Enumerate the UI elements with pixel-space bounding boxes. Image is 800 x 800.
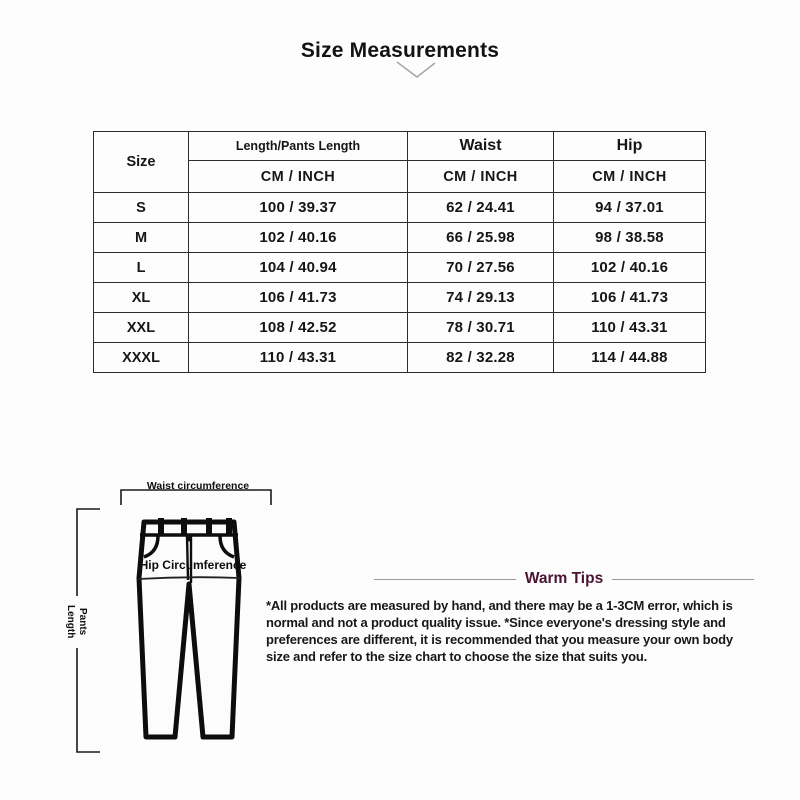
length-cell: 100 / 39.37 [189,193,408,223]
table-row [94,283,706,313]
warm-tips-text [266,598,776,666]
hip-cell: 110 / 43.31 [554,313,706,343]
hip-cell: 98 / 38.58 [554,223,706,253]
chevron-down-icon [396,61,436,80]
waist-cell: 78 / 30.71 [408,313,554,343]
tips-line: normal and not a product quality issue. *Since everyone's dressing style and [266,614,726,630]
tips-line: preferences are different, it is recommended that you measure your own body [266,631,733,647]
hip-cell: 106 / 41.73 [554,283,706,313]
column-header-waist: Waist [408,132,554,161]
warm-tips-divider [374,568,754,590]
table-row [94,253,706,283]
hip-cell: 114 / 44.88 [554,343,706,373]
pants-length-label: Pants Length [62,596,88,648]
column-header-length: Length/Pants Length [189,132,408,161]
waist-cell: 82 / 32.28 [408,343,554,373]
size-cell: M [94,223,189,253]
tips-line: *All products are measured by hand, and there may be a 1-3CM error, which is [266,598,733,613]
size-cell: L [94,253,189,283]
size-table [93,131,706,373]
length-cell: 106 / 41.73 [189,283,408,313]
column-header-size: Size [94,132,189,193]
length-cell: 110 / 43.31 [189,343,408,373]
table-row [94,313,706,343]
length-cell: 108 / 42.52 [189,313,408,343]
page-title: Size Measurements [300,39,500,62]
size-cell: XL [94,283,189,313]
waist-cell: 66 / 25.98 [408,223,554,253]
waist-cell: 62 / 24.41 [408,193,554,223]
waist-cell: 74 / 29.13 [408,283,554,313]
unit-header-length: CM / INCH [189,161,408,193]
warm-tips-heading: Warm Tips [524,570,604,587]
length-cell: 104 / 40.94 [189,253,408,283]
pants-diagram-icon [128,506,248,751]
unit-header-hip: CM / INCH [554,161,706,193]
waist-cell: 70 / 27.56 [408,253,554,283]
table-row [94,193,706,223]
tips-line: size and refer to the size chart to choose the size that suits you. [266,648,648,664]
table-row [94,223,706,253]
size-cell: XXXL [94,343,189,373]
hip-circumference-label: Hip Circumference [139,558,247,572]
size-cell: XXL [94,313,189,343]
hip-cell: 94 / 37.01 [554,193,706,223]
column-header-hip: Hip [554,132,706,161]
hip-cell: 102 / 40.16 [554,253,706,283]
unit-header-waist: CM / INCH [408,161,554,193]
waist-circumference-label: Waist circumference [146,480,250,492]
size-cell: S [94,193,189,223]
divider-line-left [374,579,516,580]
divider-line-right [612,579,754,580]
length-cell: 102 / 40.16 [189,223,408,253]
table-row [94,343,706,373]
